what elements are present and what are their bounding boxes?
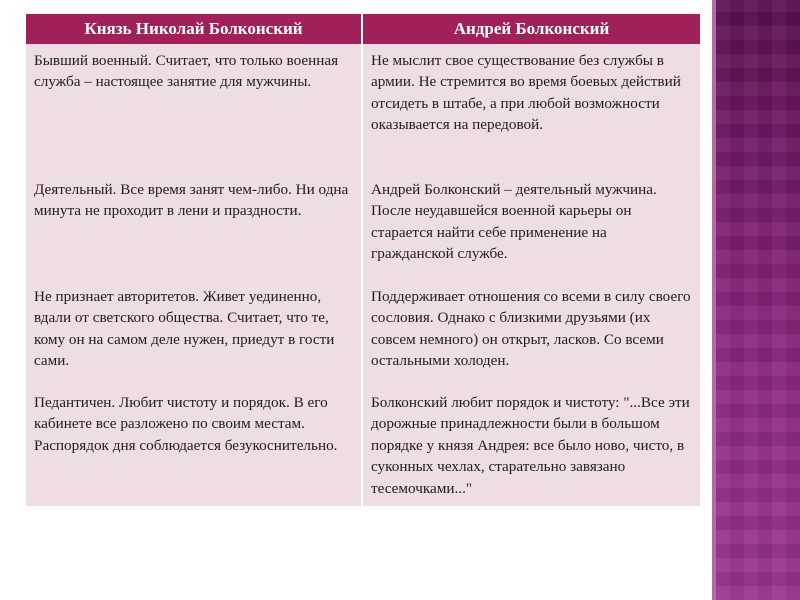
right-paragraph-active: Андрей Болконский – деятельный мужчина. После неудавшейся военной карьеры он старается найти себе применение на гражданской службе. bbox=[371, 181, 657, 263]
left-paragraph-pedantic: Педантичен. Любит чистоту и порядок. В его кабинете все разложено по своим местам. Распорядок дня соблюдается безукоснительно. bbox=[34, 394, 338, 454]
table-header-row bbox=[26, 14, 700, 44]
header-prince-nikolai: Князь Николай Болконский bbox=[26, 14, 362, 44]
table-body-row bbox=[26, 44, 700, 506]
header-andrei: Андрей Болконский bbox=[362, 14, 700, 44]
right-paragraph-army: Не мыслит свое существование без службы в армии. Не стремится во время боевых действий отсидеть в штабе, а при любой возможности оказывается на передовой. bbox=[371, 52, 681, 134]
left-column-cell bbox=[26, 44, 362, 506]
right-paragraph-relations: Поддерживает отношения со всеми в силу своего сословия. Однако с близкими друзьями (их совсем немного) он открыт, ласков. Со всеми остальными холоден. bbox=[371, 288, 691, 370]
comparison-table bbox=[26, 14, 700, 506]
side-band-pattern bbox=[716, 0, 800, 600]
left-paragraph-military: Бывший военный. Считает, что только военная служба – настоящее занятие для мужчины. bbox=[34, 52, 339, 91]
left-paragraph-active: Деятельный. Все время занят чем-либо. Ни одна минута не проходит в лени и праздности. bbox=[34, 181, 349, 220]
decorative-side-band bbox=[712, 0, 800, 600]
right-paragraph-order: Болконский любит порядок и чистоту: "...Все эти дорожные принадлежности были в большом порядке у князя Андрея: все было ново, чисто, в суконных чехлах, старательно завязано тесемочками..." bbox=[371, 394, 690, 497]
left-paragraph-authority: Не признает авторитетов. Живет уединенно, вдали от светского общества. Считает, что те, кому он на самом деле нужен, приедут в гости сами. bbox=[34, 288, 335, 370]
right-column-cell bbox=[362, 44, 700, 506]
